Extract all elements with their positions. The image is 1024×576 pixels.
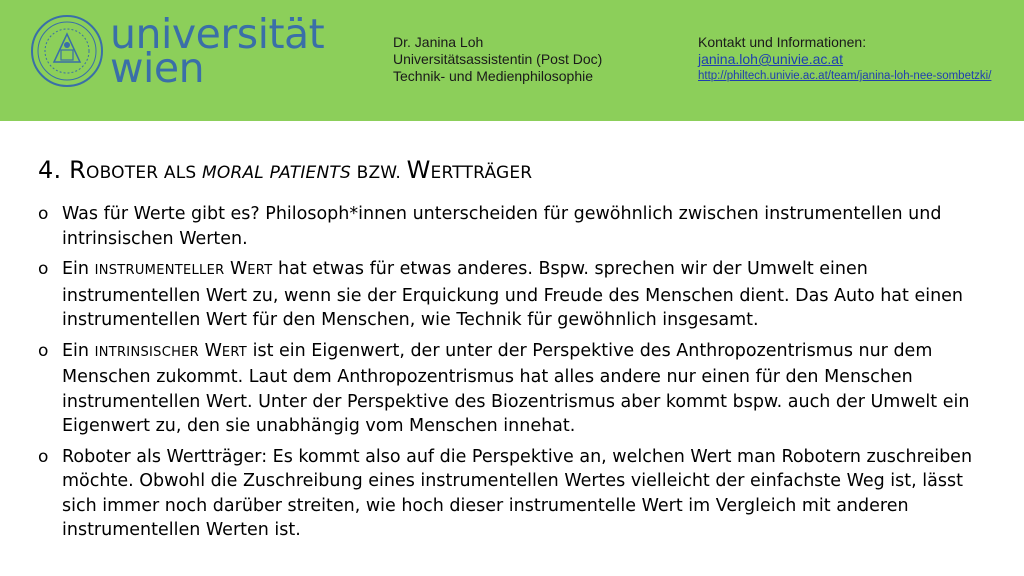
contact-heading: Kontakt und Informationen: xyxy=(698,34,867,50)
list-item xyxy=(38,202,998,251)
title-w: W xyxy=(406,156,431,184)
email-link[interactable]: janina.loh@univie.ac.at xyxy=(698,51,843,67)
bullet-marker-icon: o xyxy=(38,446,49,467)
author-department: Technik- und Medienphilosophie xyxy=(393,68,594,84)
bullet-text: Was für Werte gibt es? Philosoph*innen unterscheiden für gewöhnlich zwischen instrumentellen und intrinsischen Werten. xyxy=(62,204,942,249)
title-erttraeger: ERTTRÄGER xyxy=(430,163,533,183)
bullet-capital: W xyxy=(224,259,248,279)
bullet-smallcaps: INSTRUMENTELLER xyxy=(94,263,225,278)
university-seal-icon xyxy=(30,14,104,88)
title-r: R xyxy=(69,156,87,184)
bullet-text-pre: Ein xyxy=(62,340,95,361)
title-number: 4. xyxy=(38,156,70,184)
slide-title xyxy=(38,156,532,184)
list-item xyxy=(38,445,998,543)
bullet-text-post: hat etwas für etwas anderes. Bspw. sprechen wir der Umwelt einen instrumentellen Wert zu, wenn sie der Erquickung und Freude des Menschen dient. Das Auto hat einen instrumentellen Wert für den Menschen, wie Technik für gewöhnlich insgesamt. xyxy=(62,259,964,330)
wordmark-line-2: wien xyxy=(110,44,205,92)
bullet-text: Roboter als Wertträger: Es kommt also auf die Perspektive an, welchen Wert man Robotern zuschreiben möchte. Obwohl die Zuschreibung eines instrumentellen Wertes vielleicht der einfachste Weg ist, lässt sich immer noch darüber streiten, wie hoch dieser instrumentelle Wert im Vergleich mit anderen instrumentellen Werten ist. xyxy=(62,446,973,540)
bullet-text-post: ist ein Eigenwert, der unter der Perspektive des Anthropozentrismus nur dem Menschen zukommt. Laut dem Anthropozentrismus hat alles andere nur einen für den Menschen instrumentellen Wert. Unter der Perspektive des Biozentrismus aber kommt bspw. auch der Umwelt ein Eigenwert zu, den sie unabhängig vom Menschen innehat. xyxy=(62,340,970,436)
bullet-marker-icon: o xyxy=(38,259,49,279)
title-oboter: OBOTER ALS xyxy=(86,163,202,183)
bullet-smallcaps: INTRINSISCHER xyxy=(94,344,200,360)
university-wordmark xyxy=(110,10,325,92)
contact-block xyxy=(698,34,991,85)
title-moral-patients: MORAL PATIENTS xyxy=(202,163,351,183)
title-bzw: BZW. xyxy=(351,163,407,183)
bullet-marker-icon: o xyxy=(38,204,49,224)
header-banner xyxy=(0,0,1024,121)
bullet-marker-icon: o xyxy=(38,340,49,361)
website-link[interactable]: http://philtech.univie.ac.at/team/janina-loh-nee-sombetzki/ xyxy=(698,70,992,82)
author-role: Universitätsassistentin (Post Doc) xyxy=(393,51,603,67)
bullet-smallcaps: ERT xyxy=(247,263,273,278)
list-item xyxy=(38,257,998,333)
bullet-list xyxy=(38,202,998,549)
wordmark-line-1: universität xyxy=(110,10,325,58)
bullet-text-pre: Ein xyxy=(62,259,95,279)
author-block xyxy=(393,34,602,85)
bullet-smallcaps: ERT xyxy=(221,344,248,360)
author-name: Dr. Janina Loh xyxy=(393,34,484,50)
bullet-capital: W xyxy=(199,340,222,361)
list-item xyxy=(38,339,998,439)
